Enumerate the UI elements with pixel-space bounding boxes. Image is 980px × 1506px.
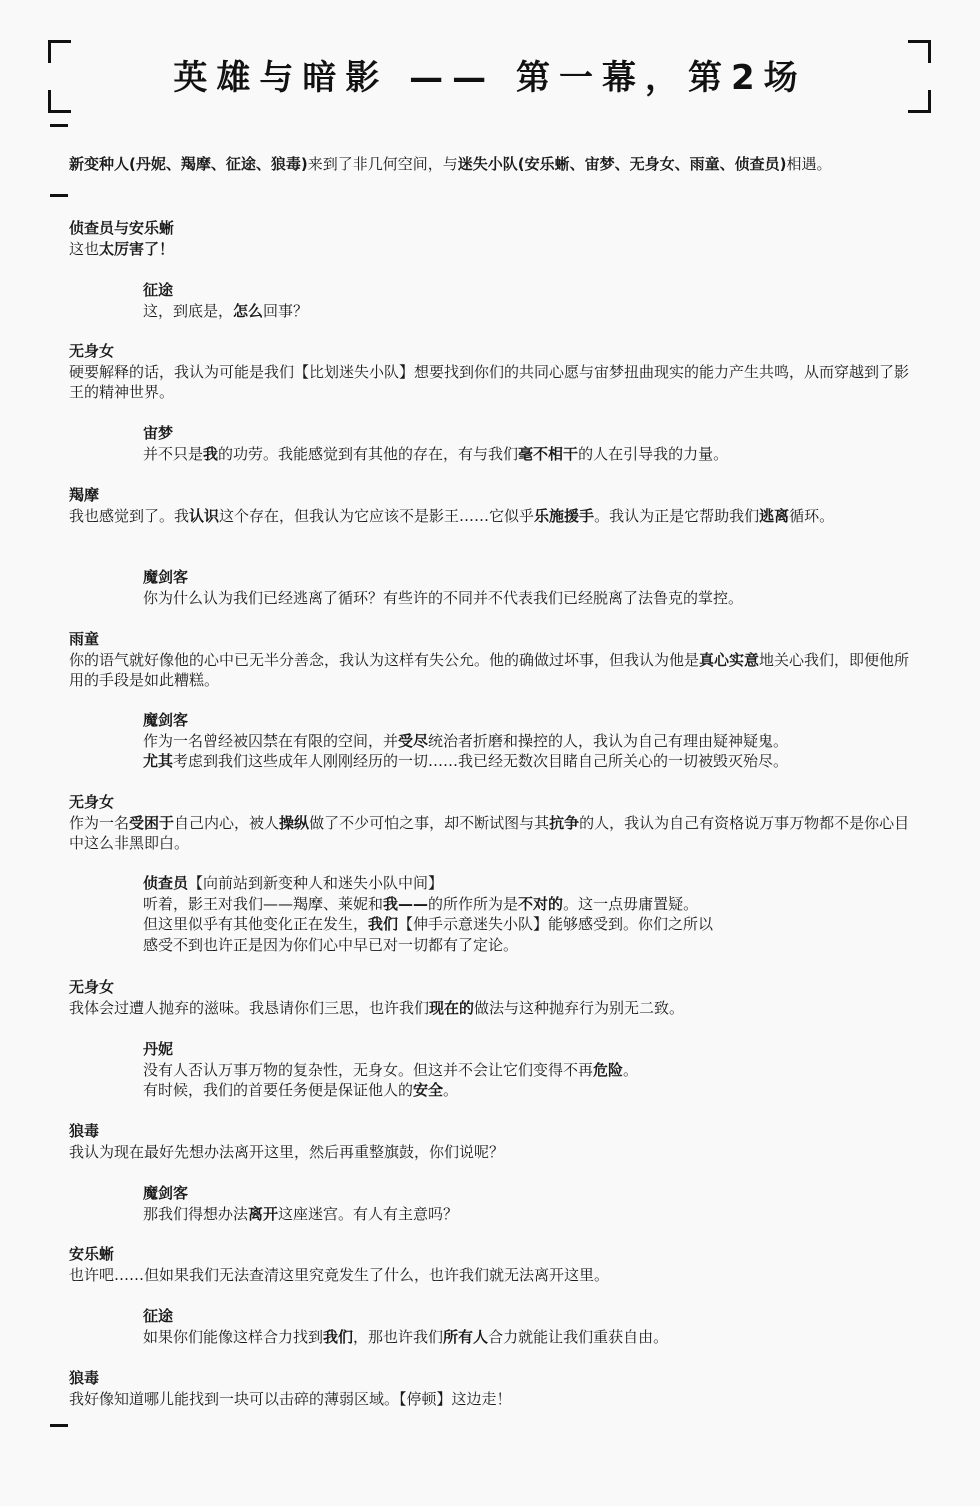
speaker-line bbox=[143, 423, 913, 444]
speaker-line bbox=[69, 629, 919, 650]
speaker-line bbox=[69, 1244, 919, 1265]
dialogue-block bbox=[143, 873, 913, 955]
dialogue-line bbox=[69, 1142, 919, 1163]
dialogue-block bbox=[143, 1306, 913, 1347]
dialogue-block bbox=[143, 423, 913, 464]
line-text: 我认为现在最好先想办法离开这里，然后再重整旗鼓，你们说呢？ bbox=[69, 1142, 505, 1161]
emphasis-text: 我 bbox=[203, 444, 219, 463]
line-text: 没有人否认万事万物的复杂性，无身女。但这并不会让它们变得不再 bbox=[143, 1060, 594, 1079]
speaker-name: 安乐蜥 bbox=[69, 1245, 115, 1263]
dialogue-line bbox=[143, 894, 913, 915]
page-title: 英雄与暗影 —— 第一幕，第2场 bbox=[173, 58, 807, 98]
line-text: 。我认为正是它帮助我们 bbox=[594, 506, 760, 525]
emphasis-text: 所有人 bbox=[443, 1327, 489, 1346]
emphasis-text: 毫不相干 bbox=[518, 444, 579, 463]
emphasis-text: 太厉害了！ bbox=[99, 239, 175, 258]
line-text: 的人，我认为自己有资格说万事万物都不是你心目中这么非黑即白。 bbox=[69, 813, 910, 852]
speaker-line bbox=[69, 1368, 919, 1389]
emphasis-text: 现在的 bbox=[429, 998, 475, 1017]
line-text: 作为一名 bbox=[69, 813, 130, 832]
speaker-line bbox=[69, 792, 919, 813]
dialogue-line bbox=[143, 914, 913, 935]
speaker-name: 无身女 bbox=[69, 342, 115, 360]
line-text: 这座迷宫。有人有主意吗？ bbox=[278, 1204, 459, 1223]
line-text: 也许吧……但如果我们无法查清这里究竟发生了什么，也许我们就无法离开这里。 bbox=[69, 1265, 610, 1284]
line-text: 这个存在，但我认为它应该不是影王……它似乎 bbox=[219, 506, 535, 525]
speaker-name: 侦查员 bbox=[143, 874, 189, 892]
emphasis-text: 乐施援手 bbox=[534, 506, 595, 525]
stage-direction: 【向前站到新变种人和迷失小队中间】 bbox=[188, 874, 444, 892]
dialogue-block bbox=[69, 1368, 919, 1409]
dialogue-line bbox=[143, 731, 913, 752]
emphasis-text: 我们 bbox=[368, 915, 399, 933]
speaker-line bbox=[143, 1039, 913, 1060]
speaker-name: 魔剑客 bbox=[143, 711, 189, 729]
dialogue-line bbox=[143, 751, 913, 772]
line-text: 你为什么认为我们已经逃离了循环？有些许的不同并不代表我们已经脱离了法鲁克的掌控。 bbox=[143, 588, 744, 607]
dialogue-line bbox=[69, 650, 919, 691]
speaker-name: 羯摩 bbox=[69, 486, 100, 504]
line-text: 循环。 bbox=[789, 506, 835, 525]
dialogue-line bbox=[143, 935, 913, 956]
emphasis-text: 尤其 bbox=[143, 752, 174, 770]
dialogue-block bbox=[143, 1039, 913, 1101]
line-text: 我好像知道哪儿能找到一块可以击碎的薄弱区域。【停顿】这边走！ bbox=[69, 1389, 512, 1408]
dialogue-line bbox=[143, 1327, 913, 1348]
emphasis-text: 我们 bbox=[323, 1327, 354, 1346]
emphasis-text: 危险 bbox=[593, 1060, 624, 1079]
emphasis-text: 认识 bbox=[189, 506, 220, 525]
dialogue-block bbox=[143, 567, 913, 608]
scene-intro bbox=[69, 154, 929, 174]
dialogue-line bbox=[143, 444, 913, 465]
speaker-line bbox=[69, 218, 919, 239]
dialogue-block bbox=[69, 485, 919, 526]
speaker-name: 侦查员与安乐蜥 bbox=[69, 219, 175, 237]
line-text: 那我们得想办法 bbox=[143, 1204, 249, 1223]
speaker-line bbox=[143, 280, 913, 301]
speaker-line bbox=[143, 710, 913, 731]
dialogue-line bbox=[69, 362, 919, 403]
speaker-name: 雨童 bbox=[69, 630, 100, 648]
emphasis-text: 逃离 bbox=[759, 506, 790, 525]
line-text: 做了不少可怕之事，却不断试图与其 bbox=[309, 813, 550, 832]
line-text: 你的语气就好像他的心中已无半分善念，我认为这样有失公允。他的确做过坏事，但我认为他是 bbox=[69, 650, 700, 669]
dialogue-line bbox=[143, 301, 913, 322]
speaker-line bbox=[143, 873, 913, 894]
speaker-name: 无身女 bbox=[69, 793, 115, 811]
dialogue-block bbox=[69, 629, 919, 691]
line-text: 硬要解释的话，我认为可能是我们【比划迷失小队】想要找到你们的共同心愿与宙梦扭曲现实的能力产生共鸣，从而穿越到了影王的精神世界。 bbox=[69, 362, 910, 401]
emphasis-text: 安全 bbox=[413, 1081, 444, 1099]
speaker-name: 魔剑客 bbox=[143, 568, 189, 586]
dialogue-block bbox=[143, 710, 913, 772]
emphasis-text: 操纵 bbox=[279, 813, 310, 832]
line-text: 我体会过遭人抛弃的滋味。我恳请你们三思，也许我们 bbox=[69, 998, 430, 1017]
line-text: 。这一点毋庸置疑。 bbox=[563, 894, 699, 913]
line-text: 自己内心，被人 bbox=[174, 813, 280, 832]
line-text: 如果你们能像这样合力找到 bbox=[143, 1327, 324, 1346]
speaker-name: 无身女 bbox=[69, 978, 115, 996]
emphasis-text: 真心实意 bbox=[699, 650, 760, 669]
dialogue-line bbox=[69, 1389, 919, 1410]
emphasis-text: 抗争 bbox=[549, 813, 580, 832]
dialogue-line bbox=[143, 588, 913, 609]
dialogue-block bbox=[69, 1244, 919, 1285]
margin-dash bbox=[50, 124, 68, 127]
dialogue-line bbox=[69, 239, 919, 260]
emphasis-text: 离开 bbox=[248, 1204, 279, 1223]
dialogue-block bbox=[143, 280, 913, 321]
emphasis-text: 不对的 bbox=[518, 894, 564, 913]
line-text: 【伸手示意迷失小队】能够感受到。你们之所以 bbox=[398, 915, 714, 933]
line-text: 这，到底是， bbox=[143, 301, 234, 320]
line-text: 地关心我们，即便他所用的手段是如此糟糕。 bbox=[69, 650, 910, 689]
speaker-line bbox=[69, 977, 919, 998]
emphasis-text: 受尽 bbox=[398, 731, 429, 750]
line-text: 的人在引导我的力量。 bbox=[578, 444, 729, 463]
line-text: 统治者折磨和操控的人，我认为自己有理由疑神疑鬼。 bbox=[428, 731, 789, 750]
emphasis-text: 我—— bbox=[383, 894, 429, 913]
line-text: 我也感觉到了。我 bbox=[69, 506, 190, 525]
dialogue-line bbox=[69, 506, 919, 527]
line-text: 。 bbox=[623, 1060, 639, 1079]
speaker-line bbox=[69, 485, 919, 506]
margin-dash bbox=[50, 194, 68, 197]
speaker-line bbox=[69, 341, 919, 362]
speaker-line bbox=[69, 1121, 919, 1142]
speaker-name: 宙梦 bbox=[143, 424, 174, 442]
line-text: 合力就能让我们重获自由。 bbox=[488, 1327, 669, 1346]
line-text: 感受不到也许正是因为你们心中早已对一切都有了定论。 bbox=[143, 935, 519, 954]
line-text: 的所作所为是 bbox=[428, 894, 519, 913]
dialogue-line bbox=[143, 1080, 913, 1101]
speaker-line bbox=[143, 1306, 913, 1327]
speaker-name: 丹妮 bbox=[143, 1040, 174, 1058]
dialogue-block bbox=[69, 341, 919, 403]
line-text: 。 bbox=[443, 1081, 459, 1099]
line-text: 做法与这种抛弃行为别无二致。 bbox=[474, 998, 685, 1017]
intro-text-1: 来到了非几何空间，与 bbox=[307, 155, 458, 173]
intro-group-1: 新变种人(丹妮、羯摩、征途、狼毒) bbox=[69, 155, 308, 173]
emphasis-text: 受困于 bbox=[129, 813, 175, 832]
line-text: 作为一名曾经被囚禁在有限的空间，并 bbox=[143, 731, 399, 750]
line-text: 有时候，我们的首要任务便是保证他人的 bbox=[143, 1081, 414, 1099]
dialogue-block bbox=[69, 792, 919, 854]
dialogue-block bbox=[69, 1121, 919, 1162]
line-text: 这也 bbox=[69, 239, 100, 258]
line-text: 考虑到我们这些成年人刚刚经历的一切……我已经无数次目睹自己所关心的一切被毁灭殆尽。 bbox=[173, 752, 789, 770]
speaker-line bbox=[143, 567, 913, 588]
dialogue-block bbox=[69, 218, 919, 259]
speaker-line bbox=[143, 1183, 913, 1204]
dialogue-line bbox=[69, 813, 919, 854]
speaker-name: 征途 bbox=[143, 281, 174, 299]
speaker-name: 狼毒 bbox=[69, 1122, 100, 1140]
emphasis-text: 怎么 bbox=[233, 301, 264, 320]
dialogue-block bbox=[143, 1183, 913, 1224]
dialogue-line bbox=[69, 998, 919, 1019]
line-text: 回事？ bbox=[263, 301, 309, 320]
line-text: 并不只是 bbox=[143, 444, 204, 463]
speaker-name: 征途 bbox=[143, 1307, 174, 1325]
line-text: ，那也许我们 bbox=[353, 1327, 444, 1346]
dialogue-line bbox=[69, 1265, 919, 1286]
speaker-name: 狼毒 bbox=[69, 1369, 100, 1387]
line-text: 的功劳。我能感觉到有其他的存在，有与我们 bbox=[218, 444, 519, 463]
line-text: 但这里似乎有其他变化正在发生， bbox=[143, 915, 369, 933]
speaker-name: 魔剑客 bbox=[143, 1184, 189, 1202]
dialogue-line bbox=[143, 1060, 913, 1081]
margin-dash bbox=[50, 1424, 68, 1427]
dialogue-block bbox=[69, 977, 919, 1018]
intro-group-2: 迷失小队(安乐蜥、宙梦、无身女、雨童、侦查员) bbox=[457, 155, 787, 173]
dialogue-line bbox=[143, 1204, 913, 1225]
intro-text-2: 相遇。 bbox=[786, 155, 832, 173]
line-text: 听着，影王对我们——羯摩、莱妮和 bbox=[143, 894, 384, 913]
